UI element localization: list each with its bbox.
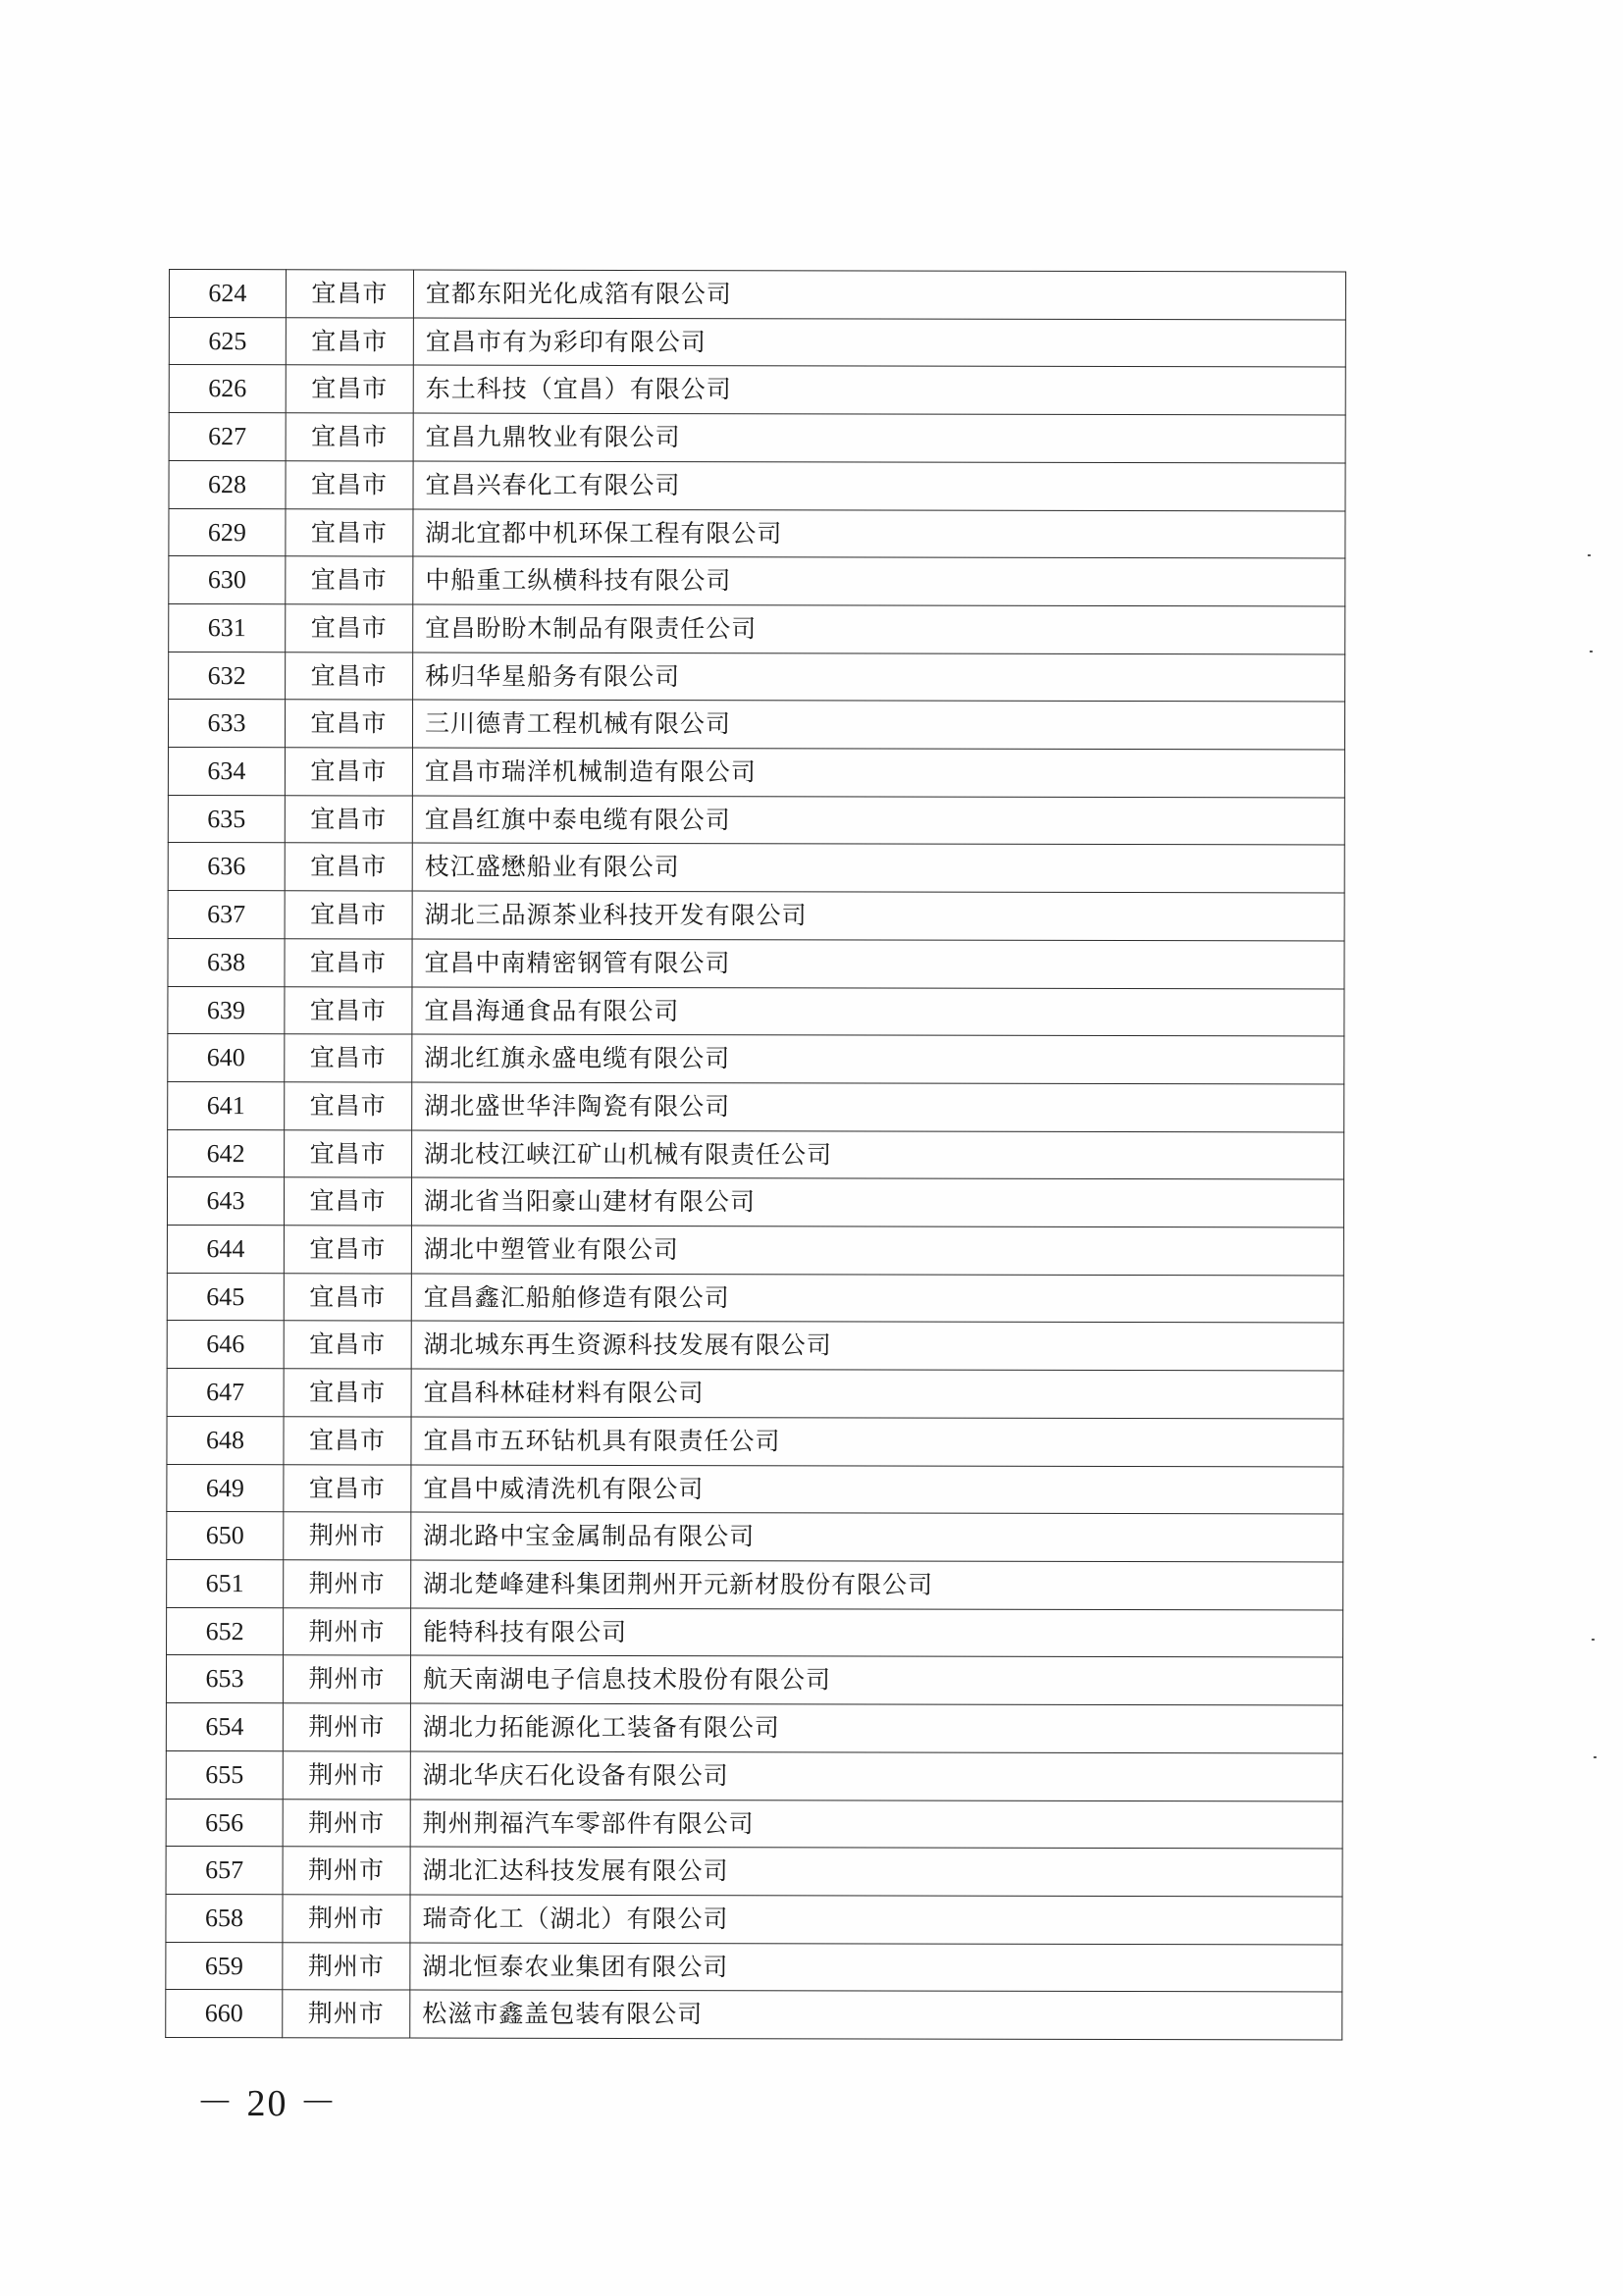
company-name-cell: 秭归华星船务有限公司 [413,652,1345,703]
row-number-cell: 646 [167,1321,284,1369]
table-row [168,1081,1344,1131]
company-name-cell: 湖北汇达科技发展有限公司 [410,1847,1342,1897]
row-number-cell: 642 [168,1129,285,1177]
company-name-cell: 湖北中塑管业有限公司 [411,1226,1343,1276]
table-row [169,508,1345,558]
row-number-cell: 644 [167,1226,284,1274]
company-name-cell: 枝江盛懋船业有限公司 [412,843,1344,893]
table-row [166,1655,1342,1705]
table-row [168,986,1344,1036]
company-name-cell: 宜昌市有为彩印有限公司 [413,318,1345,368]
company-name-cell: 宜都东阳光化成箔有限公司 [413,270,1345,320]
city-cell: 宜昌市 [285,1034,412,1082]
table-row [169,365,1345,415]
city-cell: 宜昌市 [286,556,413,604]
row-number-cell: 637 [168,891,285,939]
city-cell: 宜昌市 [285,891,412,939]
table-row [166,1750,1342,1800]
city-cell: 宜昌市 [284,1369,411,1417]
row-number-cell: 635 [168,795,285,843]
table-row [166,1894,1342,1944]
company-name-cell: 瑞奇化工（湖北）有限公司 [410,1895,1342,1945]
row-number-cell: 645 [167,1273,284,1321]
table-row [167,1607,1343,1657]
company-name-cell: 湖北力拓能源化工装备有限公司 [410,1703,1342,1753]
city-cell: 宜昌市 [286,604,413,652]
table-row [168,748,1344,798]
city-cell: 宜昌市 [284,1226,411,1274]
company-name-cell: 能特科技有限公司 [411,1608,1343,1658]
row-number-cell: 647 [167,1369,284,1417]
company-name-cell: 湖北路中宝金属制品有限公司 [411,1512,1343,1562]
table-row [169,413,1345,463]
company-name-cell: 湖北盛世华沣陶瓷有限公司 [412,1082,1344,1132]
company-name-cell: 湖北省当阳豪山建材有限公司 [411,1177,1343,1227]
table-row [167,1559,1343,1609]
row-number-cell: 628 [169,460,286,508]
city-cell: 宜昌市 [285,986,412,1034]
row-number-cell: 627 [169,413,286,461]
page-number: － 20 － [196,2083,340,2124]
city-cell: 宜昌市 [285,1082,412,1130]
city-cell: 宜昌市 [285,748,412,796]
company-name-cell: 宜昌兴春化工有限公司 [413,461,1345,511]
company-name-cell: 湖北宜都中机环保工程有限公司 [413,509,1345,559]
company-name-cell: 荆州荆福汽车零部件有限公司 [410,1800,1342,1850]
row-number-cell: 653 [166,1655,283,1703]
row-number-cell: 638 [168,938,285,986]
table-row [168,1034,1344,1084]
city-cell: 荆州市 [283,1990,410,2038]
row-number-cell: 633 [168,700,285,748]
city-cell: 荆州市 [284,1560,411,1608]
city-cell: 宜昌市 [285,1129,412,1177]
table-row [169,556,1345,606]
city-cell: 宜昌市 [286,270,413,318]
company-name-cell: 湖北枝江峡江矿山机械有限责任公司 [412,1130,1344,1180]
company-name-cell: 宜昌中威清洗机有限公司 [411,1465,1343,1515]
company-name-cell: 湖北楚峰建科集团荆州开元新材股份有限公司 [411,1560,1343,1610]
table-row [168,700,1344,750]
table-row [167,1369,1343,1419]
row-number-cell: 632 [169,652,286,700]
company-name-cell: 宜昌红旗中泰电缆有限公司 [412,796,1344,846]
scan-speck [1588,554,1591,556]
row-number-cell: 640 [168,1034,285,1082]
table-row [166,1703,1342,1753]
city-cell: 宜昌市 [285,843,412,891]
row-number-cell: 624 [169,270,286,318]
company-name-cell: 宜昌鑫汇船舶修造有限公司 [411,1274,1343,1324]
company-name-cell: 宜昌中南精密钢管有限公司 [412,939,1344,989]
company-name-cell: 中船重工纵横科技有限公司 [413,556,1345,606]
table-row [169,270,1345,320]
row-number-cell: 648 [167,1416,284,1464]
company-name-cell: 湖北华庆石化设备有限公司 [410,1751,1342,1801]
city-cell: 荆州市 [283,1895,410,1943]
city-cell: 宜昌市 [286,652,413,700]
row-number-cell: 634 [168,748,285,796]
table-row [168,843,1344,893]
scan-speck [1590,651,1593,652]
company-name-cell: 宜昌盼盼木制品有限责任公司 [413,604,1345,654]
company-name-cell: 航天南湖电子信息技术股份有限公司 [410,1655,1342,1705]
city-cell: 荆州市 [284,1512,411,1560]
city-cell: 荆州市 [284,1607,411,1655]
company-name-cell: 三川德青工程机械有限公司 [412,700,1344,750]
row-number-cell: 630 [169,556,286,604]
row-number-cell: 625 [169,317,286,365]
row-number-cell: 641 [168,1081,285,1129]
table-row [169,460,1345,510]
table-row [168,1129,1344,1179]
city-cell: 荆州市 [283,1942,410,1990]
company-name-cell: 湖北恒泰农业集团有限公司 [410,1943,1342,1993]
table-row [166,1990,1342,2040]
company-name-cell: 宜昌九鼎牧业有限公司 [413,413,1345,463]
table-body [166,270,1346,2041]
table-row [167,1464,1343,1514]
table-row [168,938,1344,988]
city-cell: 宜昌市 [286,461,413,509]
company-name-cell: 湖北三品源茶业科技开发有限公司 [412,891,1344,941]
row-number-cell: 654 [166,1703,283,1751]
company-name-cell: 东土科技（宜昌）有限公司 [413,365,1345,415]
company-name-cell: 松滋市鑫盖包装有限公司 [410,1990,1342,2040]
company-name-cell: 湖北红旗永盛电缆有限公司 [412,1034,1344,1084]
table-row [167,1321,1343,1371]
table-row [166,1942,1342,1992]
row-number-cell: 656 [166,1799,283,1847]
company-name-cell: 宜昌市瑞洋机械制造有限公司 [412,748,1344,798]
city-cell: 宜昌市 [286,365,413,413]
table-row [166,1799,1342,1849]
table-row [168,891,1344,941]
row-number-cell: 651 [167,1559,284,1607]
row-number-cell: 659 [166,1942,283,1990]
city-cell: 宜昌市 [286,413,413,461]
table-row [167,1416,1343,1466]
row-number-cell: 655 [166,1750,283,1799]
table-row [169,317,1345,367]
row-number-cell: 660 [166,1990,283,2038]
table-row [167,1512,1343,1562]
row-number-cell: 650 [167,1512,284,1560]
table-row [166,1847,1342,1897]
city-cell: 宜昌市 [285,795,412,843]
city-cell: 宜昌市 [284,1417,411,1465]
scan-speck [1592,1639,1595,1641]
city-cell: 宜昌市 [284,1464,411,1512]
company-name-cell: 宜昌海通食品有限公司 [412,987,1344,1037]
row-number-cell: 639 [168,986,285,1034]
company-list-table [165,269,1346,2041]
scan-speck [1594,1756,1597,1758]
table-row [167,1177,1343,1227]
row-number-cell: 649 [167,1464,284,1512]
city-cell: 宜昌市 [286,508,413,556]
city-cell: 荆州市 [283,1703,410,1751]
company-name-cell: 宜昌市五环钻机具有限责任公司 [411,1417,1343,1467]
row-number-cell: 658 [166,1894,283,1942]
table-row [167,1226,1343,1276]
table-row [169,603,1345,653]
table-row [167,1273,1343,1323]
city-cell: 荆州市 [283,1655,410,1703]
row-number-cell: 636 [168,843,285,891]
company-name-cell: 湖北城东再生资源科技发展有限公司 [411,1321,1343,1371]
row-number-cell: 631 [169,603,286,652]
company-name-cell: 宜昌科林硅材料有限公司 [411,1369,1343,1419]
city-cell: 宜昌市 [284,1274,411,1322]
row-number-cell: 626 [169,365,286,413]
row-number-cell: 629 [169,508,286,556]
row-number-cell: 657 [166,1847,283,1895]
city-cell: 荆州市 [283,1751,410,1800]
city-cell: 宜昌市 [285,939,412,987]
city-cell: 荆州市 [283,1847,410,1895]
city-cell: 荆州市 [283,1799,410,1847]
row-number-cell: 652 [167,1607,284,1655]
table-row [169,652,1345,702]
city-cell: 宜昌市 [285,700,412,748]
row-number-cell: 643 [167,1177,284,1226]
city-cell: 宜昌市 [286,317,413,365]
table-row [168,795,1344,845]
city-cell: 宜昌市 [284,1177,411,1226]
city-cell: 宜昌市 [284,1321,411,1369]
